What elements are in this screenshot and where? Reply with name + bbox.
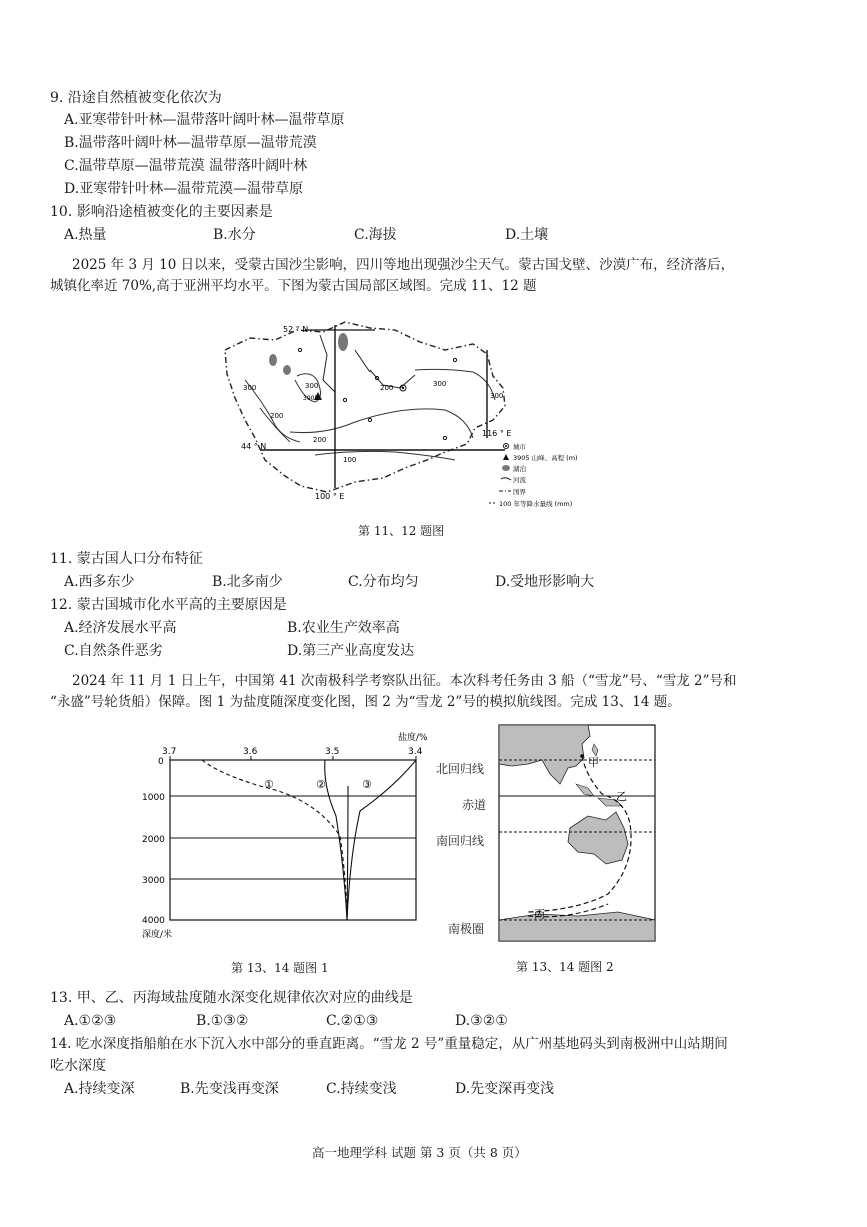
isoline-label: 300	[433, 380, 447, 388]
fig2-caption: 第 13、14 题图 2	[516, 960, 614, 974]
q11-option-b: B.北多南少	[212, 574, 283, 590]
q9-option-b: B.温带落叶阔叶林—温带草原—温带荒漠	[64, 135, 317, 151]
fig1-caption: 第 13、14 题图 1	[231, 961, 329, 975]
q14-option-c: C.持续变浅	[326, 1081, 397, 1097]
q11-stem: 11. 蒙古国人口分布特征	[50, 551, 203, 567]
q14-stem-line1: 14. 吃水深度指船舶在水下沉入水中部分的垂直距离。“雪龙 2 号”重量稳定，从广州基地码头到南极洲中山站期间	[50, 1036, 728, 1052]
q13-option-a: A.①②③	[64, 1013, 117, 1029]
q9-option-c: C.温带草原—温带荒漠 温带落叶阔叶林	[64, 158, 308, 174]
curve-3	[347, 760, 416, 920]
q12-option-d: D.第三产业高度发达	[287, 643, 415, 659]
curve-label-1: ①	[264, 778, 274, 791]
isoline-label: 200	[270, 412, 284, 420]
label-equator: 赤道	[462, 798, 487, 812]
lon-100-label: 100 ° E	[315, 492, 345, 501]
q13-option-b: B.①③②	[196, 1013, 249, 1029]
point-yi: 乙	[616, 790, 627, 803]
q14-stem-line2: 吃水深度	[50, 1058, 106, 1074]
isoline-label: 200	[380, 384, 394, 392]
curve-label-2: ②	[316, 778, 326, 791]
isoline-label: 100	[343, 456, 357, 464]
q14-option-d: D.先变深再变浅	[455, 1081, 555, 1097]
legend-isoline: 100 年等降水量线 (mm)	[499, 500, 573, 508]
salinity-depth-chart	[140, 726, 440, 946]
peak-label: 3905	[303, 395, 319, 402]
isoline-label: 300	[490, 392, 504, 400]
route-map	[498, 724, 656, 942]
curve-2	[325, 760, 347, 920]
page-footer: 高一地理学科 试题 第 3 页（共 8 页）	[312, 1145, 527, 1160]
legend-river: 河流	[513, 476, 526, 484]
legend-border: 国界	[513, 488, 526, 496]
q10-stem: 10. 影响沿途植被变化的主要因素是	[50, 204, 273, 220]
q9-option-a: A.亚寒带针叶林—温带落叶阔叶林—温带草原	[64, 112, 345, 128]
q11-option-a: A.西多东少	[64, 574, 135, 590]
lon-116-label: 116 ° E	[482, 429, 512, 438]
q12-option-c: C.自然条件恶劣	[64, 643, 163, 659]
isoline-label: 300	[243, 384, 257, 392]
legend-lake: 湖泊	[513, 465, 526, 473]
q12-option-a: A.经济发展水平高	[64, 620, 177, 636]
passage2-line2: “永盛”号轮货船）保障。图 1 为盐度随深度变化图，图 2 为“雪龙 2”号的模拟航线图。完成 13、14 题。	[50, 694, 681, 710]
passage2-line1: 2024 年 11 月 1 日上午，中国第 41 次南极科学考察队出征。本次科考任务由 3 船（“雪龙”号、“雪龙 2”号和	[72, 673, 737, 689]
curve-label-3: ③	[362, 778, 372, 791]
passage1-line2: 城镇化率近 70%,高于亚洲平均水平。下图为蒙古国局部区域图。完成 11、12 题	[50, 278, 537, 294]
lat-44-label: 44 ° N	[241, 442, 267, 451]
q9-option-d: D.亚寒带针叶林—温带荒漠—温带草原	[64, 181, 304, 197]
q12-stem: 12. 蒙古国城市化水平高的主要原因是	[50, 597, 287, 613]
lake-icon	[269, 354, 277, 366]
label-tropic-cancer: 北回归线	[436, 762, 485, 776]
q10-option-d: D.土壤	[505, 227, 549, 243]
q10-option-c: C.海拔	[354, 227, 397, 243]
isoline-label: 300	[305, 382, 319, 390]
q14-option-b: B.先变浅再变深	[180, 1081, 279, 1097]
q12-option-b: B.农业生产效率高	[287, 620, 400, 636]
salinity-axis-title: 盐度/%	[398, 733, 428, 743]
point-bing: 丙	[534, 908, 545, 921]
x-tick: 3.6	[243, 747, 258, 757]
q10-option-b: B.水分	[213, 227, 256, 243]
q13-stem: 13. 甲、乙、丙海域盐度随水深变化规律依次对应的曲线是	[50, 990, 413, 1006]
depth-tick: 1000	[142, 793, 165, 803]
q10-option-a: A.热量	[64, 227, 107, 243]
passage1-line1: 2025 年 3 月 10 日以来，受蒙古国沙尘影响，四川等地出现强沙尘天气。蒙古国戈壁、沙漠广布，经济落后，	[72, 257, 735, 273]
legend-city: 城市	[513, 443, 526, 451]
lake-icon	[338, 333, 348, 351]
depth-tick: 2000	[142, 835, 165, 845]
legend-peak: 3905 山峰、高程 (m)	[513, 454, 578, 462]
map-legend	[489, 442, 578, 508]
q9-stem: 9. 沿途自然植被变化依次为	[50, 90, 222, 106]
label-antarctic-circle: 南极圈	[448, 922, 485, 936]
q11-option-c: C.分布均匀	[348, 574, 419, 590]
mongolia-map	[205, 310, 605, 510]
point-jia: 甲	[588, 756, 599, 769]
q14-option-a: A.持续变深	[64, 1081, 135, 1097]
depth-axis-title: 深度/米	[142, 930, 173, 940]
isoline-label: 200	[313, 436, 327, 444]
lat-52-label: 52 ° N	[283, 325, 309, 334]
x-tick: 3.5	[325, 747, 340, 757]
x-tick: 3.4	[408, 747, 423, 757]
antarctica-landmass	[499, 912, 655, 941]
q13-option-d: D.③②①	[455, 1013, 508, 1029]
q11-option-d: D.受地形影响大	[495, 574, 595, 590]
depth-tick: 4000	[142, 916, 165, 926]
depth-tick: 3000	[142, 876, 165, 886]
map1-caption: 第 11、12 题图	[358, 524, 445, 538]
x-tick: 3.7	[162, 747, 177, 757]
q13-option-c: C.②①③	[326, 1013, 379, 1029]
label-tropic-capricorn: 南回归线	[436, 834, 485, 848]
depth-tick: 0	[158, 757, 164, 767]
lake-icon	[283, 365, 291, 375]
